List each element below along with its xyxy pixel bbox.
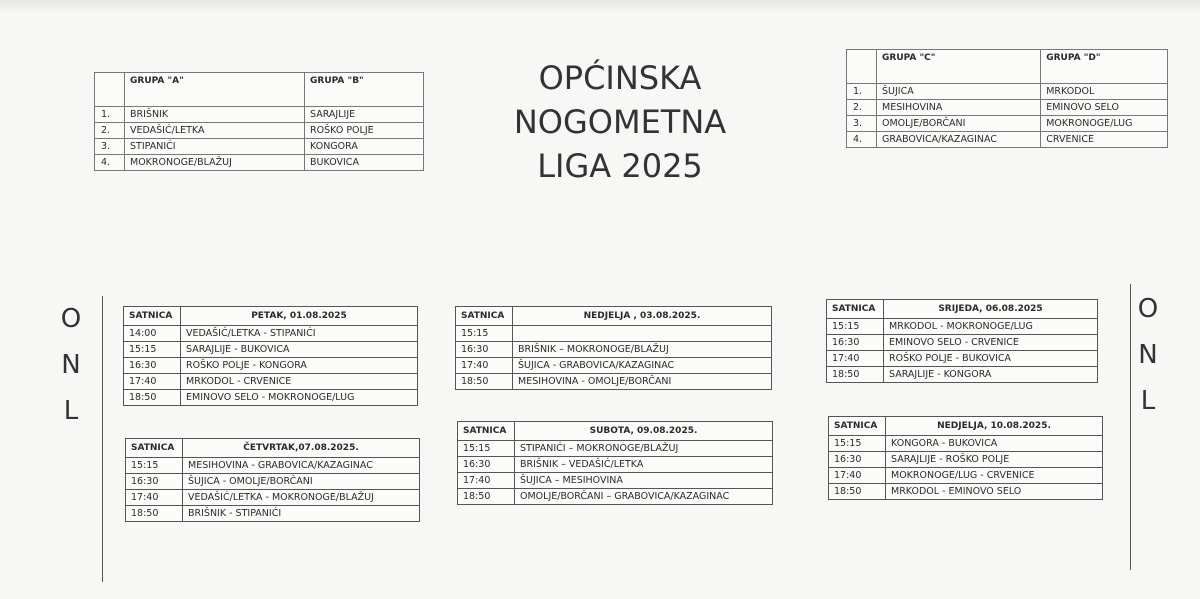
side-letter: L [1140,386,1156,416]
match-time: 18:50 [124,390,181,406]
table-row [827,319,1098,335]
group-a-team: MOKRONOGE/BLAŽUJ [125,155,305,171]
row-number: 3. [847,116,877,132]
right-divider-line [1130,284,1131,570]
match-pair: KONGORA - BUKOVICA [886,436,1103,452]
match-pair: MRKODOL - EMINOVO SELO [886,484,1103,500]
table-row [829,468,1103,484]
title-line-2: NOGOMETNA [513,103,727,141]
time-header: SATNICA [827,300,884,319]
schedule-table-nedjelja-10 [828,416,1103,500]
group-b-team: SARAJLIJE [305,107,424,123]
match-time: 15:15 [126,458,183,474]
match-time: 15:15 [827,319,884,335]
time-header: SATNICA [458,422,515,441]
table-header-row [829,417,1103,436]
match-time: 15:15 [456,326,513,342]
match-date: NEDJELJA, 10.08.2025. [886,417,1103,436]
match-pair: MRKODOL - MOKRONOGE/LUG [884,319,1098,335]
table-row [458,473,773,489]
side-label-left [56,296,86,434]
side-letter: O [60,304,82,334]
table-row [456,374,772,390]
group-a-team: BRIŠNIK [125,107,305,123]
table-row [95,139,424,155]
time-header: SATNICA [829,417,886,436]
row-number: 3. [95,139,125,155]
match-date: SRIJEDA, 06.08.2025 [884,300,1098,319]
table-row [847,100,1168,116]
table-header-row [458,422,773,441]
match-time: 16:30 [456,342,513,358]
schedule-table-srijeda [826,299,1098,383]
table-header-row [124,307,418,326]
page-title [470,56,770,188]
row-number: 2. [95,123,125,139]
row-number: 2. [847,100,877,116]
group-c-header: GRUPA "C" [877,50,1041,84]
match-time: 15:15 [829,436,886,452]
schedule-table-cetvrtak [125,438,420,522]
table-header-row [126,439,420,458]
group-a-team: STIPANIĆI [125,139,305,155]
match-pair: VEDAŠIĆ/LETKA - MOKRONOGE/BLAŽUJ [183,490,420,506]
match-pair: ŠUJICA - GRABOVICA/KAZAGINAC [513,358,772,374]
match-time: 18:50 [829,484,886,500]
match-pair: BRIŠNIK - STIPANIĆI [183,506,420,522]
schedule-table-nedjelja-03 [455,306,772,390]
time-header: SATNICA [126,439,183,458]
match-pair: ŠUJICA - OMOLJE/BORČANI [183,474,420,490]
group-d-team: EMINOVO SELO [1041,100,1168,116]
match-pair: VEDAŠIĆ/LETKA - STIPANIĆI [181,326,418,342]
match-pair: MESIHOVINA - OMOLJE/BORČANI [513,374,772,390]
group-a-header: GRUPA "A" [125,73,305,107]
table-row [126,458,420,474]
row-number: 4. [95,155,125,171]
table-row [829,484,1103,500]
table-row [126,474,420,490]
match-pair: MESIHOVINA - GRABOVICA/KAZAGINAC [183,458,420,474]
match-time: 18:50 [458,489,515,505]
match-pair: SARAJLIJE - ROŠKO POLJE [886,452,1103,468]
table-row [847,132,1168,148]
group-c-team: OMOLJE/BORČANI [877,116,1041,132]
table-row [847,84,1168,100]
side-letter: N [61,350,81,380]
table-row [124,374,418,390]
group-c-team: GRABOVICA/KAZAGINAC [877,132,1041,148]
match-time: 17:40 [126,490,183,506]
group-d-team: MOKRONOGE/LUG [1041,116,1168,132]
title-line-3: LIGA 2025 [537,147,703,185]
table-row [827,335,1098,351]
group-b-team: KONGORA [305,139,424,155]
match-time: 17:40 [829,468,886,484]
time-header: SATNICA [124,307,181,326]
table-row [124,326,418,342]
group-c-team: MESIHOVINA [877,100,1041,116]
match-date: ČETVRTAK,07.08.2025. [183,439,420,458]
match-time: 16:30 [458,457,515,473]
match-time: 16:30 [124,358,181,374]
table-row [124,342,418,358]
time-header: SATNICA [456,307,513,326]
table-row [827,351,1098,367]
match-date: PETAK, 01.08.2025 [181,307,418,326]
table-row [124,390,418,406]
match-time: 18:50 [827,367,884,383]
table-row [124,358,418,374]
groups-cd-table [846,49,1168,148]
match-time: 17:40 [827,351,884,367]
groups-ab-table [94,72,424,171]
row-number: 1. [847,84,877,100]
match-date: NEDJELJA , 03.08.2025. [513,307,772,326]
match-pair: OMOLJE/BORČANI – GRABOVICA/KAZAGINAC [515,489,773,505]
side-letter: O [1137,294,1159,324]
table-row [95,107,424,123]
table-row [829,436,1103,452]
match-time: 18:50 [126,506,183,522]
table-row [126,490,420,506]
schedule-table-subota [457,421,773,505]
match-pair: BRIŠNIK – MOKRONOGE/BLAŽUJ [513,342,772,358]
table-row [829,452,1103,468]
match-time: 16:30 [829,452,886,468]
match-pair: ROŠKO POLJE - KONGORA [181,358,418,374]
group-d-team: MRKODOL [1041,84,1168,100]
side-letter: N [1138,340,1158,370]
table-row [458,441,773,457]
table-header-row [456,307,772,326]
table-row [456,358,772,374]
match-pair: ŠUJICA – MESIHOVINA [515,473,773,489]
match-pair: EMINOVO SELO - MOKRONOGE/LUG [181,390,418,406]
match-time: 14:00 [124,326,181,342]
table-row [458,457,773,473]
side-letter: L [63,396,79,426]
left-divider-line [102,296,103,582]
match-pair: MOKRONOGE/LUG - CRVENICE [886,468,1103,484]
table-row [126,506,420,522]
match-pair [513,326,772,342]
group-c-team: ŠUJICA [877,84,1041,100]
row-number: 1. [95,107,125,123]
paper-edge [0,0,1200,14]
match-date: SUBOTA, 09.08.2025. [515,422,773,441]
group-d-header: GRUPA "D" [1041,50,1168,84]
table-row [458,489,773,505]
match-time: 16:30 [126,474,183,490]
number-header [847,50,877,84]
row-number: 4. [847,132,877,148]
match-time: 15:15 [458,441,515,457]
table-row [827,367,1098,383]
match-time: 17:40 [124,374,181,390]
match-time: 17:40 [458,473,515,489]
match-pair: BRIŠNIK – VEDAŠIĆ/LETKA [515,457,773,473]
group-a-team: VEDAŠIĆ/LETKA [125,123,305,139]
group-b-header: GRUPA "B" [305,73,424,107]
table-row [95,123,424,139]
group-d-team: CRVENICE [1041,132,1168,148]
group-b-team: ROŠKO POLJE [305,123,424,139]
match-pair: SARAJLIJE - BUKOVICA [181,342,418,358]
match-time: 17:40 [456,358,513,374]
match-pair: ROŠKO POLJE - BUKOVICA [884,351,1098,367]
group-b-team: BUKOVICA [305,155,424,171]
schedule-table-petak [123,306,418,406]
table-row [456,326,772,342]
match-pair: EMINOVO SELO - CRVENICE [884,335,1098,351]
number-header [95,73,125,107]
match-time: 15:15 [124,342,181,358]
table-row [847,116,1168,132]
table-row [95,155,424,171]
title-line-1: OPĆINSKA [538,59,702,97]
match-time: 18:50 [456,374,513,390]
match-time: 16:30 [827,335,884,351]
table-row [456,342,772,358]
table-header-row [95,73,424,107]
table-header-row [847,50,1168,84]
table-header-row [827,300,1098,319]
side-label-right [1133,286,1163,424]
match-pair: STIPANIĆI – MOKRONOGE/BLAŽUJ [515,441,773,457]
match-pair: MRKODOL - CRVENICE [181,374,418,390]
match-pair: SARAJLIJE - KONGORA [884,367,1098,383]
